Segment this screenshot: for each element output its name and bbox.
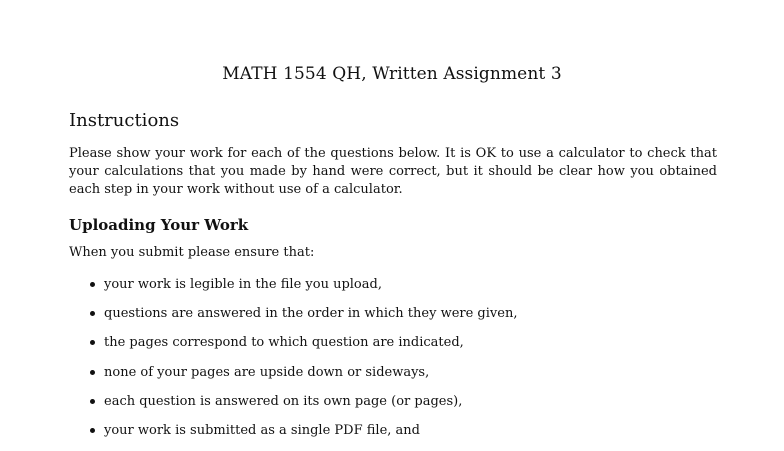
list-item: [90, 393, 710, 422]
requirements-list: [90, 276, 710, 451]
bullet-icon: [90, 399, 95, 404]
uploading-heading: Uploading Your Work: [69, 216, 249, 234]
list-item-text: the pages correspond to which question are indicated,: [104, 335, 464, 351]
list-item: [90, 334, 710, 363]
list-item: [90, 422, 710, 451]
document-title: MATH 1554 QH, Written Assignment 3: [222, 64, 562, 84]
bullet-icon: [90, 428, 95, 433]
list-item-text: each question is answered on its own page (or pages),: [104, 393, 463, 409]
list-item: [90, 364, 710, 393]
list-item-text: questions are answered in the order in which they were given,: [104, 306, 518, 322]
bullet-icon: [90, 370, 95, 375]
bullet-icon: [90, 282, 95, 287]
bullet-icon: [90, 311, 95, 316]
uploading-intro: When you submit please ensure that:: [69, 245, 315, 260]
instructions-paragraph: Please show your work for each of the questions below. It is OK to use a calculator to check that your calculations that you made by hand were correct, but it should be clear how you obtained each step in your work without use of a calculator.: [69, 146, 717, 197]
list-item-text: none of your pages are upside down or sideways,: [104, 364, 430, 380]
list-item-text: your work is submitted as a single PDF file, and: [104, 422, 420, 438]
bullet-icon: [90, 340, 95, 345]
list-item: [90, 276, 710, 305]
list-item-text: your work is legible in the file you upload,: [104, 277, 382, 292]
instructions-heading: Instructions: [69, 110, 180, 131]
list-item: [90, 305, 710, 334]
